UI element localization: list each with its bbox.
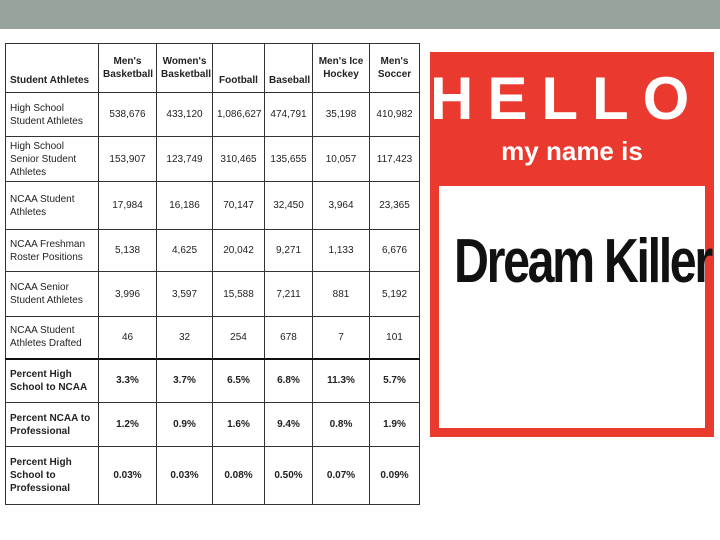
table-cell: 6.5% xyxy=(213,359,265,403)
header-row xyxy=(6,44,420,93)
table-cell: 0.03% xyxy=(99,447,157,505)
table-cell: 0.8% xyxy=(313,403,370,447)
table-cell: 20,042 xyxy=(213,230,265,272)
table-cell: 123,749 xyxy=(157,137,213,182)
table-cell: 678 xyxy=(265,317,313,359)
table-cell: 4,625 xyxy=(157,230,213,272)
table-row xyxy=(6,403,420,447)
stats-table xyxy=(5,43,420,505)
table-cell: 0.08% xyxy=(213,447,265,505)
row-label: NCAA Senior Student Athletes xyxy=(6,272,99,317)
table-cell: 32,450 xyxy=(265,182,313,230)
table-cell: 881 xyxy=(313,272,370,317)
table-cell: 0.50% xyxy=(265,447,313,505)
hello-heading: HELLO xyxy=(430,65,704,132)
table-cell: 10,057 xyxy=(313,137,370,182)
table-row xyxy=(6,272,420,317)
table-cell: 17,984 xyxy=(99,182,157,230)
table-cell: 1.2% xyxy=(99,403,157,447)
table-cell: 3,996 xyxy=(99,272,157,317)
header-womens-basketball: Women's Basketball xyxy=(157,44,213,93)
table-cell: 7 xyxy=(313,317,370,359)
table-cell: 1.6% xyxy=(213,403,265,447)
row-label: Percent High School to Professional xyxy=(6,447,99,505)
table-cell: 1,086,627 xyxy=(213,93,265,137)
table-cell: 0.09% xyxy=(370,447,420,505)
row-label: High School Senior Student Athletes xyxy=(6,137,99,182)
table-cell: 9,271 xyxy=(265,230,313,272)
header-mens-soccer: Men's Soccer xyxy=(370,44,420,93)
table-cell: 3,964 xyxy=(313,182,370,230)
table-cell: 0.07% xyxy=(313,447,370,505)
table-cell: 7,211 xyxy=(265,272,313,317)
table-cell: 70,147 xyxy=(213,182,265,230)
table-row xyxy=(6,137,420,182)
table-cell: 117,423 xyxy=(370,137,420,182)
table-cell: 32 xyxy=(157,317,213,359)
table-cell: 101 xyxy=(370,317,420,359)
row-label: NCAA Freshman Roster Positions xyxy=(6,230,99,272)
row-label: Percent NCAA to Professional xyxy=(6,403,99,447)
table-cell: 5.7% xyxy=(370,359,420,403)
header-mens-ice-hockey: Men's Ice Hockey xyxy=(313,44,370,93)
table-cell: 410,982 xyxy=(370,93,420,137)
table-cell: 3.7% xyxy=(157,359,213,403)
table-cell: 254 xyxy=(213,317,265,359)
table-cell: 1,133 xyxy=(313,230,370,272)
table-cell: 6.8% xyxy=(265,359,313,403)
table-row xyxy=(6,93,420,137)
row-label: NCAA Student Athletes Drafted xyxy=(6,317,99,359)
my-name-is-label: my name is xyxy=(501,136,643,166)
header-baseball: Baseball xyxy=(265,44,313,93)
table-cell: 3,597 xyxy=(157,272,213,317)
table-cell: 538,676 xyxy=(99,93,157,137)
table-cell: 310,465 xyxy=(213,137,265,182)
hello-name-tag xyxy=(430,52,714,437)
table-cell: 5,138 xyxy=(99,230,157,272)
table-cell: 9.4% xyxy=(265,403,313,447)
header-mens-basketball: Men's Basketball xyxy=(99,44,157,93)
slide-top-bar xyxy=(0,0,720,29)
table-row xyxy=(6,359,420,403)
table-row xyxy=(6,230,420,272)
table-cell: 433,120 xyxy=(157,93,213,137)
table-cell: 11.3% xyxy=(313,359,370,403)
table-row xyxy=(6,182,420,230)
table-cell: 35,198 xyxy=(313,93,370,137)
table-cell: 23,365 xyxy=(370,182,420,230)
table-cell: 5,192 xyxy=(370,272,420,317)
table-cell: 474,791 xyxy=(265,93,313,137)
table-cell: 0.03% xyxy=(157,447,213,505)
table-cell: 6,676 xyxy=(370,230,420,272)
table-cell: 15,588 xyxy=(213,272,265,317)
header-student-athletes: Student Athletes xyxy=(6,44,99,93)
athlete-statistics-table xyxy=(5,43,419,492)
header-football: Football xyxy=(213,44,265,93)
row-label: NCAA Student Athletes xyxy=(6,182,99,230)
table-cell: 0.9% xyxy=(157,403,213,447)
row-label: Percent High School to NCAA xyxy=(6,359,99,403)
table-cell: 1.9% xyxy=(370,403,420,447)
table-cell: 16,186 xyxy=(157,182,213,230)
row-label: High School Student Athletes xyxy=(6,93,99,137)
table-cell: 135,655 xyxy=(265,137,313,182)
table-cell: 153,907 xyxy=(99,137,157,182)
name-tag-name: Dream Killer xyxy=(454,227,711,296)
table-cell: 46 xyxy=(99,317,157,359)
table-cell: 3.3% xyxy=(99,359,157,403)
name-tag-red-band xyxy=(430,52,714,186)
table-row xyxy=(6,447,420,505)
table-row xyxy=(6,317,420,359)
